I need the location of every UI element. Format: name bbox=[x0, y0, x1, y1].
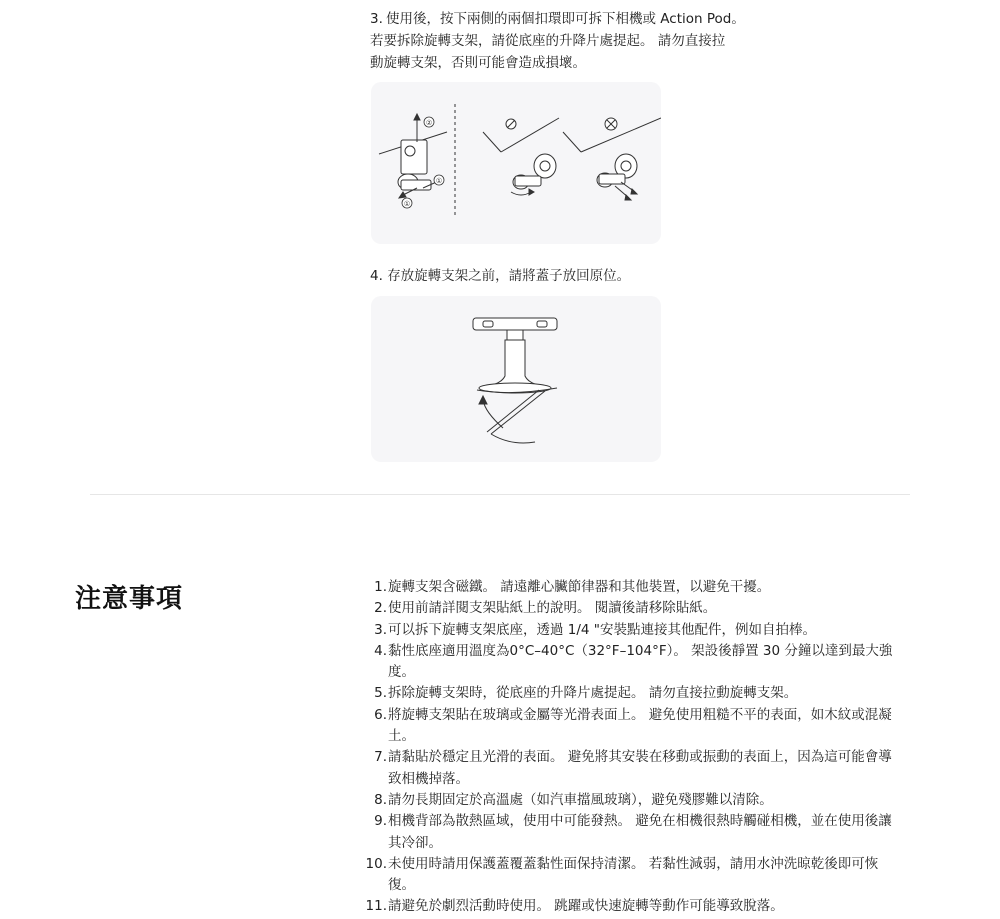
note-item bbox=[365, 854, 920, 897]
step-3-line-2: 若要拆除旋轉支架，請從底座的升降片處提起。 請勿直接拉 bbox=[370, 33, 726, 49]
note-text: 土。 bbox=[388, 728, 415, 745]
note-text: 致相機掉落。 bbox=[388, 770, 469, 787]
note-number: 6. bbox=[374, 706, 387, 723]
note-item bbox=[372, 811, 920, 854]
note-number: 2. bbox=[374, 600, 387, 617]
storage-illustration-svg bbox=[371, 296, 661, 462]
note-item bbox=[372, 683, 920, 704]
section-divider bbox=[90, 494, 910, 495]
note-number: 1. bbox=[374, 579, 387, 595]
note-text: 未使用時請用保護蓋覆蓋黏性面保持清潔。 若黏性減弱，請用水沖洗晾乾後即可恢 bbox=[388, 855, 879, 872]
note-text: 使用前請詳閱支架貼紙上的說明。 閱讀後請移除貼紙。 bbox=[388, 600, 717, 617]
note-text: 請黏貼於穩定且光滑的表面。 避免將其安裝在移動或振動的表面上，因為這可能會導 bbox=[388, 749, 892, 766]
note-text: 請避免於劇烈活動時使用。 跳躍或快速旋轉等動作可能導致脫落。 bbox=[388, 898, 784, 915]
note-item bbox=[372, 747, 920, 790]
step-4-number: 4. bbox=[370, 268, 383, 284]
panel-correct-lift bbox=[483, 118, 559, 195]
removal-illustration-svg bbox=[371, 82, 661, 244]
step-4 bbox=[370, 265, 630, 287]
step-4-text: 存放旋轉支架之前，請將蓋子放回原位。 bbox=[387, 268, 631, 284]
note-item bbox=[372, 620, 920, 641]
note-number: 5. bbox=[374, 685, 387, 702]
notes-list bbox=[365, 577, 920, 918]
step-3 bbox=[370, 8, 790, 74]
note-item bbox=[372, 790, 920, 811]
note-number: 9. bbox=[374, 813, 387, 830]
ok-icon bbox=[506, 119, 516, 129]
note-number: 4. bbox=[374, 642, 387, 659]
removal-illustration bbox=[371, 82, 661, 244]
note-text: 復。 bbox=[388, 877, 415, 894]
panel-remove-camera bbox=[379, 114, 447, 198]
note-item bbox=[372, 641, 920, 684]
note-text: 拆除旋轉支架時，從底座的升降片處提起。 請勿直接拉動旋轉支架。 bbox=[388, 685, 798, 702]
note-item bbox=[372, 577, 920, 598]
note-item bbox=[372, 598, 920, 619]
step-3-line-1: 3. 使用後，按下兩側的兩個扣環即可拆下相機或 Action Pod。 bbox=[370, 8, 790, 30]
note-text: 將旋轉支架貼在玻璃或金屬等光滑表面上。 避免使用粗糙不平的表面，如木紋或混凝 bbox=[388, 706, 892, 723]
note-number: 7. bbox=[374, 749, 387, 766]
marker-1b: ① bbox=[403, 200, 411, 208]
step-3-number: 3. bbox=[370, 11, 383, 27]
step-3-line-3: 動旋轉支架，否則可能會造成損壞。 bbox=[370, 55, 586, 71]
marker-2: ② bbox=[425, 119, 433, 127]
note-text: 可以拆下旋轉支架底座，透過 1/4 "安裝點連接其他配件，例如自拍棒。 bbox=[388, 621, 817, 638]
note-text: 度。 bbox=[388, 664, 415, 681]
note-text: 黏性底座適用溫度為0°C–40°C（32°F–104°F）。 架設後靜置 30 分鐘以達到最大強 bbox=[388, 642, 893, 659]
note-text: 相機背部為散熱區域，使用中可能發熱。 避免在相機很熱時觸碰相機，並在使用後讓 bbox=[388, 813, 892, 830]
section-title: 注意事項 bbox=[75, 584, 184, 614]
mount-drawing bbox=[473, 318, 557, 443]
note-item bbox=[365, 896, 920, 917]
note-number: 11. bbox=[365, 898, 387, 915]
note-number: 8. bbox=[374, 791, 387, 808]
note-text: 請勿長期固定於高溫處（如汽車擋風玻璃），避免殘膠難以清除。 bbox=[388, 791, 773, 808]
note-number: 10. bbox=[365, 855, 387, 872]
bad-icon bbox=[605, 118, 617, 130]
marker-1a: ① bbox=[435, 177, 443, 185]
note-text: 其冷卻。 bbox=[388, 834, 442, 851]
storage-illustration bbox=[371, 296, 661, 462]
note-text: 旋轉支架含磁鐵。 請遠離心臟節律器和其他裝置，以避免干擾。 bbox=[388, 579, 771, 595]
note-item bbox=[372, 705, 920, 748]
note-number: 3. bbox=[374, 621, 387, 638]
